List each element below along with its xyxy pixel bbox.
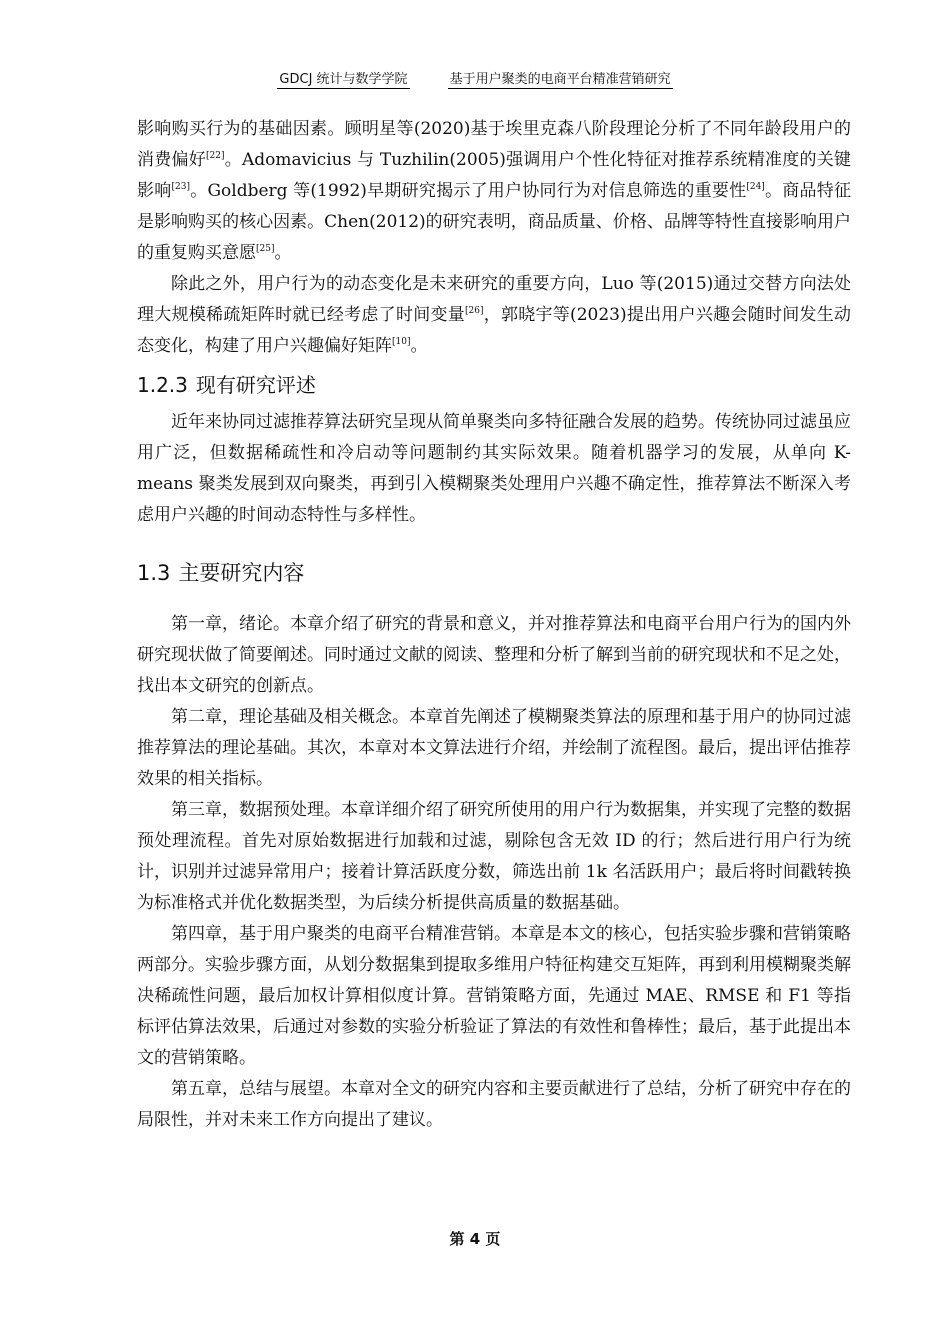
section-title: 主要研究内容 <box>178 561 305 585</box>
section-number: 1.3 <box>137 561 171 585</box>
citation: [22] <box>206 151 225 161</box>
chapter-summary-3: 第三章，数据预处理。本章详细介绍了研究所使用的用户行为数据集，并实现了完整的数据预处理流程。首先对原始数据进行加载和过滤，剔除包含无效 ID 的行；然后进行用户行为统计，识别并过滤异常用户；接着计算活跃度分数，筛选出前 1k 名活跃用户；最后将时间戳转换为标准格式并优化数据类型，为后续分析提供高质量的数据基础。 <box>137 800 851 913</box>
body-paragraph: 近年来协同过滤推荐算法研究呈现从简单聚类向多特征融合发展的趋势。传统协同过滤虽应用广泛，但数据稀疏性和冷启动等问题制约其实际效果。随着机器学习的发展，从单向 K-means 聚类发展到双向聚类，再到引入模糊聚类处理用户兴趣不确定性，推荐算法不断深入考虑用户兴趣的时间动态特性与多样性。 <box>137 412 851 525</box>
chapter-summary-1: 第一章，绪论。本章介绍了研究的背景和意义，并对推荐算法和电商平台用户行为的国内外研究现状做了简要阐述。同时通过文献的阅读、整理和分析了解到当前的研究现状和不足之处，找出本文研究的创新点。 <box>137 614 851 696</box>
running-header <box>0 68 950 89</box>
citation: [23] <box>171 182 190 192</box>
page-body <box>137 114 851 1136</box>
citation: [10] <box>392 337 411 347</box>
header-title: 基于用户聚类的电商平台精准营销研究 <box>448 68 673 89</box>
header-school: GDCJ 统计与数学学院 <box>277 68 409 89</box>
citation: [25] <box>256 244 275 254</box>
section-heading-1-2-3 <box>137 368 851 402</box>
section-number: 1.2.3 <box>137 373 188 397</box>
section-title: 现有研究评述 <box>195 373 316 397</box>
citation: [26] <box>465 306 484 316</box>
citation: [24] <box>746 182 765 192</box>
section-heading-1-3 <box>137 555 851 591</box>
body-paragraph: 除此之外，用户行为的动态变化是未来研究的重要方向，Luo 等(2015)通过交替方向法处理大规模稀疏矩阵时就已经考虑了时间变量[26]，郭晓宇等(2023)提出用户兴趣会随时间发生动态变化，构建了用户兴趣偏好矩阵[10]。 <box>137 274 852 356</box>
chapter-summary-5: 第五章，总结与展望。本章对全文的研究内容和主要贡献进行了总结，分析了研究中存在的局限性，并对未来工作方向提出了建议。 <box>137 1079 851 1130</box>
chapter-summary-2: 第二章，理论基础及相关概念。本章首先阐述了模糊聚类算法的原理和基于用户的协同过滤推荐算法的理论基础。其次，本章对本文算法进行介绍，并绘制了流程图。最后，提出评估推荐效果的相关指标。 <box>137 707 851 789</box>
chapter-summary-4: 第四章，基于用户聚类的电商平台精准营销。本章是本文的核心，包括实验步骤和营销策略两部分。实验步骤方面，从划分数据集到提取多维用户特征构建交互矩阵，再到利用模糊聚类解决稀疏性问题，最后加权计算相似度计算。营销策略方面，先通过 MAE、RMSE 和 F1 等指标评估算法效果，后通过对参数的实验分析验证了算法的有效性和鲁棒性；最后，基于此提出本文的营销策略。 <box>137 924 851 1068</box>
page-number: 第 4 页 <box>449 1230 501 1248</box>
body-paragraph: 影响购买行为的基础因素。顾明星等(2020)基于埃里克森八阶段理论分析了不同年龄段用户的消费偏好[22]。Adomavicius 与 Tuzhilin(2005)强调用户个性化特征对推荐系统精准度的关键影响[23]。Goldberg 等(1992)早期研究揭示了用户协同行为对信息筛选的重要性[24]。商品特征是影响购买的核心因素。Chen(2012)的研究表明，商品质量、价格、品牌等特性直接影响用户的重复购买意愿[25]。 <box>137 119 852 263</box>
